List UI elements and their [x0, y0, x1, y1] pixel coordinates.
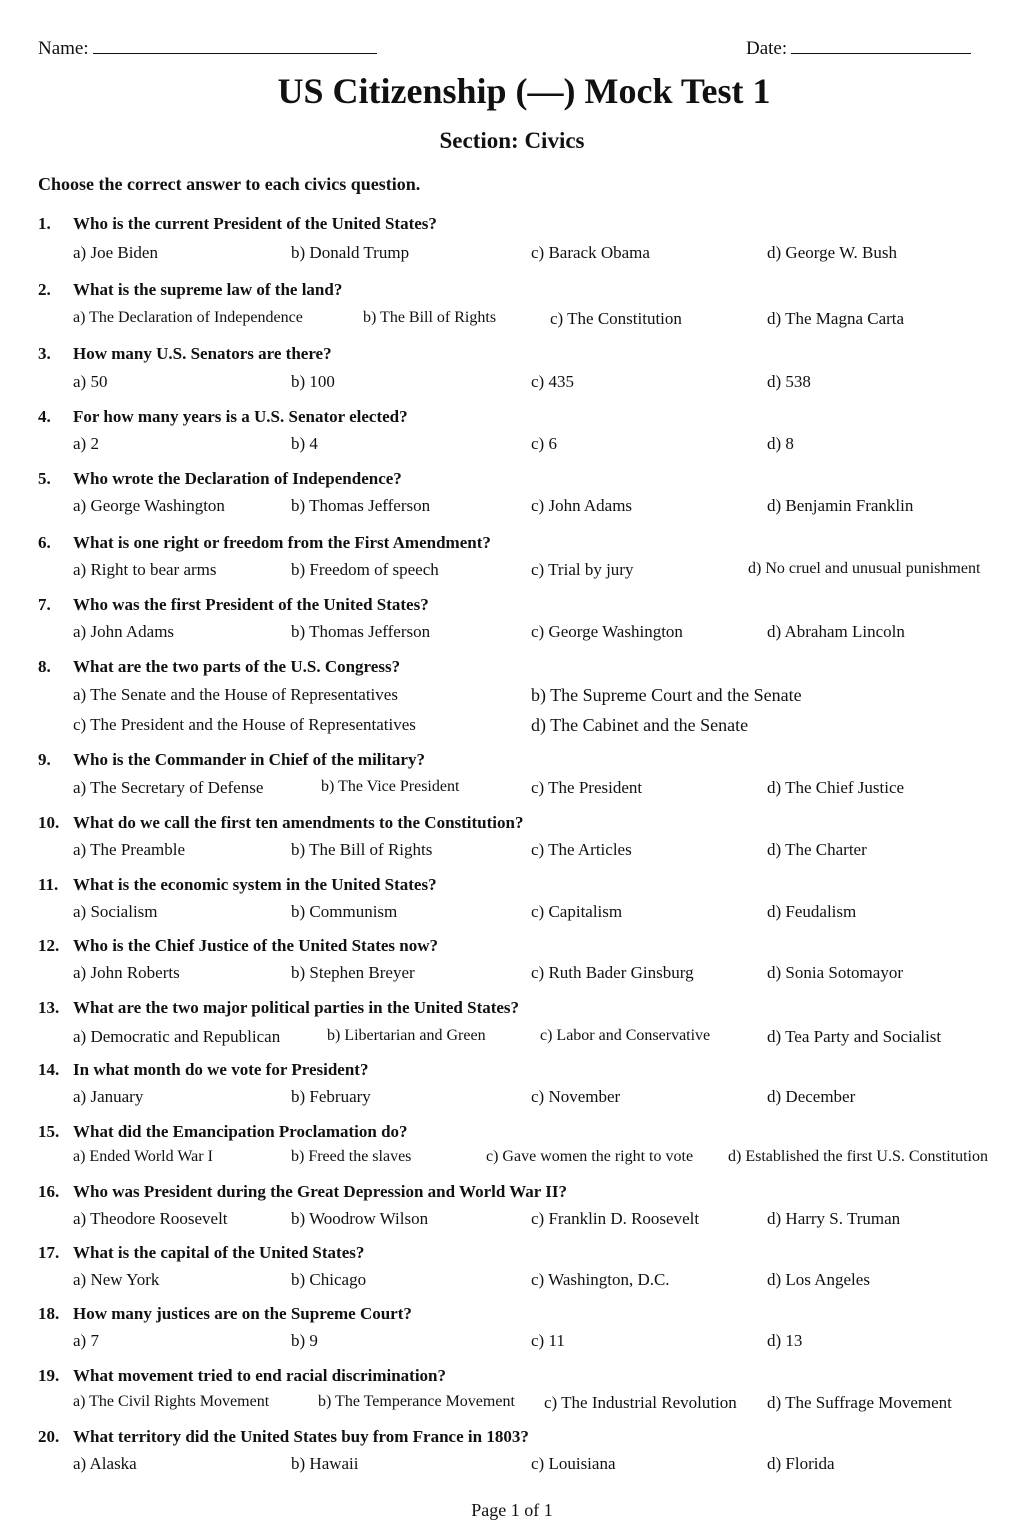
option-a[interactable]: a) New York — [73, 1270, 160, 1289]
option-b[interactable]: b) Hawaii — [291, 1454, 359, 1473]
option-d[interactable]: d) The Charter — [767, 840, 867, 859]
option-c[interactable]: c) Barack Obama — [531, 243, 650, 262]
option-c[interactable]: c) 11 — [531, 1331, 565, 1350]
question-number: 16. — [38, 1182, 60, 1201]
question-number: 18. — [38, 1304, 60, 1323]
option-a[interactable]: a) The Preamble — [73, 840, 186, 859]
question-number: 7. — [38, 595, 51, 614]
instructions: Choose the correct answer to each civics question. — [38, 174, 421, 194]
question-text: What is the capital of the United States? — [73, 1243, 365, 1262]
question-text: For how many years is a U.S. Senator elected? — [73, 407, 408, 426]
option-d[interactable]: d) The Suffrage Movement — [767, 1393, 952, 1412]
question-text: What are the two parts of the U.S. Congress? — [73, 657, 401, 676]
option-d[interactable]: d) 538 — [767, 372, 811, 391]
option-b[interactable]: b) Thomas Jefferson — [291, 496, 431, 515]
option-a[interactable]: a) Socialism — [73, 902, 158, 921]
option-a[interactable]: a) Right to bear arms — [73, 560, 217, 579]
page-number: Page 1 of 1 — [471, 1500, 553, 1520]
option-d[interactable]: d) Abraham Lincoln — [767, 622, 905, 641]
question-number: 13. — [38, 998, 60, 1017]
option-c[interactable]: c) George Washington — [531, 622, 683, 641]
question-text: What did the Emancipation Proclamation do? — [73, 1122, 408, 1141]
question-text: Who was the first President of the United States? — [73, 595, 429, 614]
option-c[interactable]: c) Louisiana — [531, 1454, 616, 1473]
option-b[interactable]: b) Woodrow Wilson — [291, 1209, 429, 1228]
option-d[interactable]: d) Los Angeles — [767, 1270, 870, 1289]
option-c[interactable]: c) The Industrial Revolution — [544, 1393, 737, 1412]
option-a[interactable]: a) The Secretary of Defense — [73, 778, 264, 797]
option-b[interactable]: b) The Bill of Rights — [291, 840, 433, 859]
option-a[interactable]: a) Joe Biden — [73, 243, 158, 262]
option-c[interactable]: c) Trial by jury — [531, 560, 634, 579]
option-a[interactable]: a) 2 — [73, 434, 99, 453]
question-text: What are the two major political parties in the United States? — [73, 998, 520, 1017]
option-d[interactable]: d) The Cabinet and the Senate — [531, 715, 749, 735]
question-text: Who was President during the Great Depression and World War II? — [73, 1182, 568, 1201]
option-d[interactable]: d) Benjamin Franklin — [767, 496, 914, 515]
option-a[interactable]: a) Democratic and Republican — [73, 1027, 281, 1046]
question-number: 6. — [38, 533, 51, 552]
option-c[interactable]: c) The President and the House of Representatives — [73, 715, 416, 734]
question-number: 15. — [38, 1122, 60, 1141]
name-field[interactable] — [38, 38, 377, 60]
option-a[interactable]: a) The Declaration of Independence — [73, 309, 303, 326]
option-d[interactable]: d) The Chief Justice — [767, 778, 905, 797]
option-b[interactable]: b) Libertarian and Green — [327, 1027, 486, 1044]
question-number: 2. — [38, 280, 51, 299]
option-d[interactable]: d) Established the first U.S. Constitution — [728, 1148, 988, 1165]
option-c[interactable]: c) John Adams — [531, 496, 633, 515]
option-c[interactable]: c) The President — [531, 778, 643, 797]
page-title: US Citizenship (—) Mock Test 1 — [277, 71, 771, 111]
date-field[interactable] — [746, 38, 971, 60]
question-text: Who wrote the Declaration of Independence? — [73, 469, 402, 488]
question-number: 12. — [38, 936, 60, 955]
option-b[interactable]: b) 9 — [291, 1331, 318, 1350]
option-b[interactable]: b) 100 — [291, 372, 335, 391]
option-b[interactable]: b) The Supreme Court and the Senate — [531, 685, 802, 705]
question-number: 5. — [38, 469, 51, 488]
option-b[interactable]: b) 4 — [291, 434, 318, 453]
option-c[interactable]: c) The Articles — [531, 840, 632, 859]
question-number: 9. — [38, 750, 51, 769]
option-c[interactable]: c) Franklin D. Roosevelt — [531, 1209, 700, 1228]
option-c[interactable]: c) 435 — [531, 372, 574, 391]
question-text: Who is the current President of the United States? — [73, 214, 437, 233]
question-number: 17. — [38, 1243, 60, 1262]
option-d[interactable]: d) Harry S. Truman — [767, 1209, 901, 1228]
option-d[interactable]: d) Tea Party and Socialist — [767, 1027, 942, 1046]
option-c[interactable]: c) 6 — [531, 434, 557, 453]
option-b[interactable]: b) Stephen Breyer — [291, 963, 415, 982]
question-text: How many U.S. Senators are there? — [73, 344, 332, 363]
section-heading: Section: Civics — [439, 128, 585, 153]
option-c[interactable]: c) Washington, D.C. — [531, 1270, 670, 1289]
option-c[interactable]: c) Ruth Bader Ginsburg — [531, 963, 694, 982]
date-blank-line[interactable] — [791, 39, 971, 54]
option-b[interactable]: b) Donald Trump — [291, 243, 410, 262]
option-a[interactable]: a) 50 — [73, 372, 108, 391]
question-number: 8. — [38, 657, 51, 676]
option-c[interactable]: c) November — [531, 1087, 621, 1106]
option-b[interactable]: b) Chicago — [291, 1270, 367, 1289]
option-a[interactable]: a) Alaska — [73, 1454, 137, 1473]
option-c[interactable]: c) Labor and Conservative — [540, 1027, 711, 1044]
option-b[interactable]: b) Freed the slaves — [291, 1148, 412, 1165]
option-c[interactable]: c) Capitalism — [531, 902, 623, 921]
option-b[interactable]: b) The Temperance Movement — [318, 1393, 515, 1410]
question-text: What territory did the United States buy from France in 1803? — [73, 1427, 529, 1446]
question-text: In what month do we vote for President? — [73, 1060, 369, 1079]
option-a[interactable]: a) The Civil Rights Movement — [73, 1393, 270, 1410]
name-label: Name: — [38, 38, 89, 59]
option-d[interactable]: d) 8 — [767, 434, 794, 453]
option-a[interactable]: a) John Adams — [73, 622, 175, 641]
option-b[interactable]: b) Freedom of speech — [291, 560, 439, 579]
option-d[interactable]: d) Florida — [767, 1454, 835, 1473]
option-a[interactable]: a) The Senate and the House of Representatives — [73, 685, 398, 704]
option-b[interactable]: b) The Vice President — [321, 778, 460, 795]
question-text: What is one right or freedom from the First Amendment? — [73, 533, 491, 552]
option-d[interactable]: d) George W. Bush — [767, 243, 898, 262]
option-d[interactable]: d) No cruel and unusual punishment — [748, 560, 981, 577]
option-a[interactable]: a) 7 — [73, 1331, 99, 1350]
question-number: 1. — [38, 214, 51, 233]
question-number: 11. — [38, 875, 59, 894]
option-d[interactable]: d) 13 — [767, 1331, 803, 1350]
option-c[interactable]: c) The Constitution — [550, 309, 682, 328]
question-text: How many justices are on the Supreme Court? — [73, 1304, 412, 1323]
question-number: 19. — [38, 1366, 60, 1385]
question-text: Who is the Chief Justice of the United States now? — [73, 936, 439, 955]
question-number: 3. — [38, 344, 51, 363]
option-d[interactable]: d) The Magna Carta — [767, 309, 905, 328]
option-a[interactable]: a) George Washington — [73, 496, 225, 515]
question-text: What is the supreme law of the land? — [73, 280, 343, 299]
question-text: What do we call the first ten amendments to the Constitution? — [73, 813, 524, 832]
option-a[interactable]: a) January — [73, 1087, 144, 1106]
option-b[interactable]: b) Thomas Jefferson — [291, 622, 431, 641]
option-d[interactable]: d) Feudalism — [767, 902, 857, 921]
question-text: What is the economic system in the United States? — [73, 875, 437, 894]
question-number: 10. — [38, 813, 60, 832]
option-c[interactable]: c) Gave women the right to vote — [486, 1148, 694, 1165]
option-a[interactable]: a) Ended World War I — [73, 1148, 213, 1165]
question-text: What movement tried to end racial discrimination? — [73, 1366, 447, 1385]
question-number: 14. — [38, 1060, 60, 1079]
option-b[interactable]: b) February — [291, 1087, 371, 1106]
question-number: 20. — [38, 1427, 60, 1446]
question-number: 4. — [38, 407, 51, 426]
option-d[interactable]: d) Sonia Sotomayor — [767, 963, 903, 982]
option-a[interactable]: a) John Roberts — [73, 963, 180, 982]
date-label: Date: — [746, 38, 788, 59]
name-blank-line[interactable] — [93, 39, 377, 54]
option-b[interactable]: b) The Bill of Rights — [363, 309, 497, 326]
option-d[interactable]: d) December — [767, 1087, 856, 1106]
question-text: Who is the Commander in Chief of the military? — [73, 750, 425, 769]
option-a[interactable]: a) Theodore Roosevelt — [73, 1209, 228, 1228]
option-b[interactable]: b) Communism — [291, 902, 398, 921]
